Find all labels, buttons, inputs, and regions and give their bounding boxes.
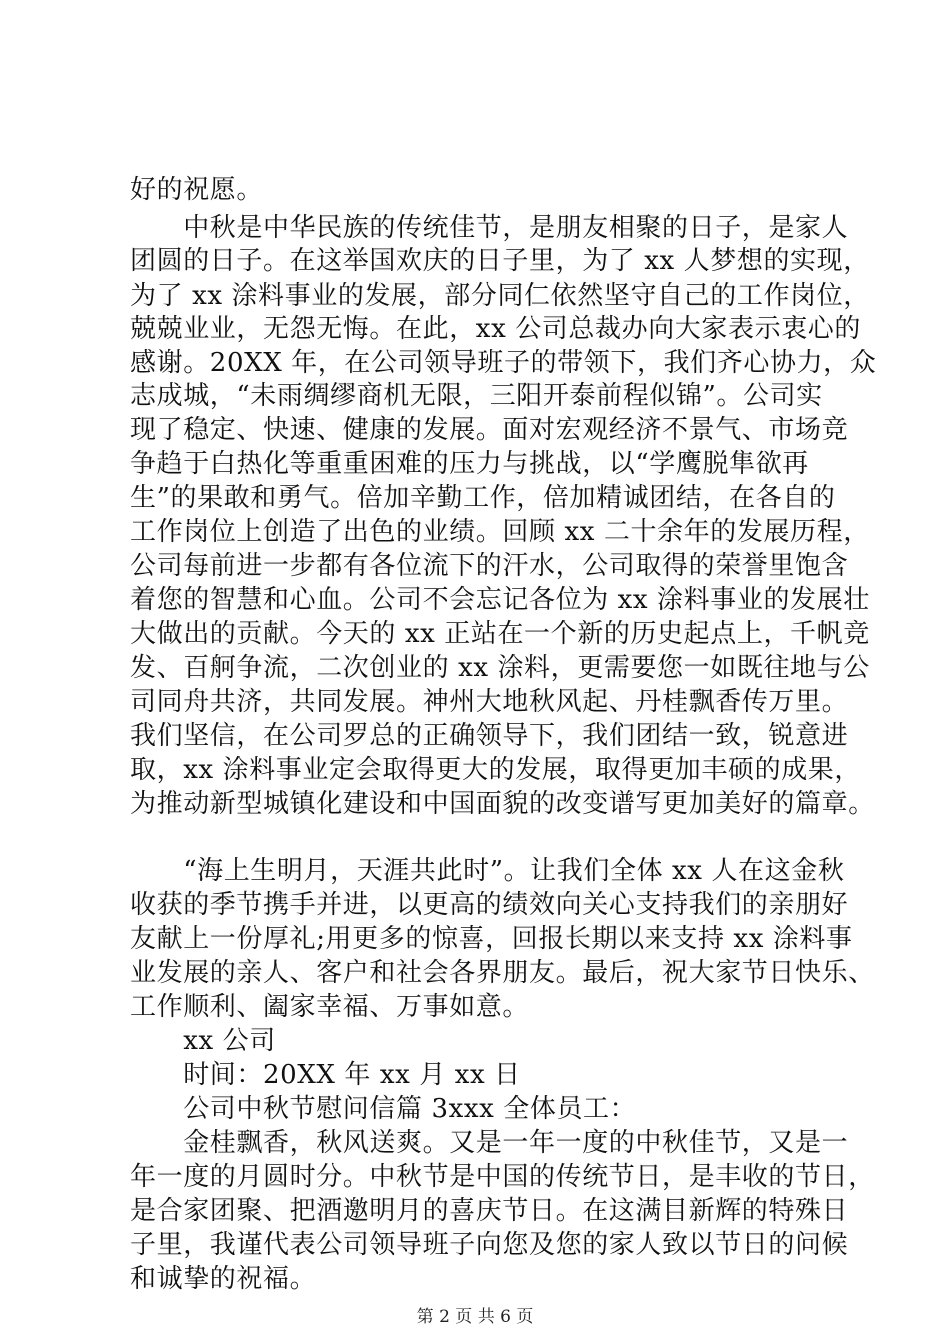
signature-date: 时间：20XX 年 xx 月 xx 日 xyxy=(130,1060,521,1090)
signature-company: xx 公司 xyxy=(130,1026,276,1056)
text-line: 公司每前进一步都有各位流下的汗水，公司取得的荣誉里饱含 xyxy=(130,551,849,581)
text-line: 金桂飘香，秋风送爽。又是一年一度的中秋佳节，又是一 xyxy=(130,1128,849,1158)
text-line: 友献上一份厚礼;用更多的惊喜，回报长期以来支持 xx 涂料事 xyxy=(130,924,853,954)
text-line: 为了 xx 涂料事业的发展，部分同仁依然坚守自己的工作岗位， xyxy=(130,281,870,311)
text-line: 兢兢业业，无怨无悔。在此，xx 公司总裁办向大家表示衷心的 xyxy=(130,314,861,344)
text-line: 收获的季节携手并进，以更高的绩效向关心支持我们的亲朋好 xyxy=(130,890,849,920)
text-line: 发、百舸争流，二次创业的 xx 涂料，更需要您一如既往地与公 xyxy=(130,653,870,683)
text-line: 为推动新型城镇化建设和中国面貌的改变谱写更加美好的篇章。 xyxy=(130,789,875,819)
text-line: 大做出的贡献。今天的 xx 正站在一个新的历史起点上，千帆竞 xyxy=(130,619,870,649)
text-line: 年一度的月圆时分。中秋节是中国的传统节日，是丰收的节日， xyxy=(130,1162,875,1192)
text-line: 工作岗位上创造了出色的业绩。回顾 xx 二十余年的发展历程， xyxy=(130,517,870,547)
text-line: 着您的智慧和心血。公司不会忘记各位为 xx 涂料事业的发展壮 xyxy=(130,585,870,615)
text-line: 我们坚信，在公司罗总的正确领导下，我们团结一致，锐意进 xyxy=(130,721,849,751)
text-line: 子里，我谨代表公司领导班子向您及您的家人致以节日的问候 xyxy=(130,1230,849,1260)
text-line: 生”的果敢和勇气。倍加辛勤工作，倍加精诚团结，在各自的 xyxy=(130,483,836,513)
section-heading: 公司中秋节慰问信篇 3xxx 全体员工： xyxy=(130,1094,637,1124)
text-line: “海上生明月，天涯共此时”。让我们全体 xx 人在这金秋 xyxy=(130,856,845,886)
text-line: 司同舟共济，共同发展。神州大地秋风起、丹桂飘香传万里。 xyxy=(130,687,849,717)
text-line: 现了稳定、快速、健康的发展。面对宏观经济不景气、市场竞 xyxy=(130,415,849,445)
text-line: 好的祝愿。 xyxy=(130,175,264,205)
text-line: 团圆的日子。在这举国欢庆的日子里，为了 xx 人梦想的实现， xyxy=(130,246,870,276)
text-line: 中秋是中华民族的传统佳节，是朋友相聚的日子，是家人 xyxy=(130,213,849,243)
page-footer: 第 2 页 共 6 页 xyxy=(416,1307,534,1327)
text-line: 工作顺利、阖家幸福、万事如意。 xyxy=(130,992,530,1022)
text-line: 业发展的亲人、客户和社会各界朋友。最后，祝大家节日快乐、 xyxy=(130,958,875,988)
text-line: 和诚挚的祝福。 xyxy=(130,1264,317,1294)
text-line: 志成城，“未雨绸缪商机无限，三阳开泰前程似锦”。公司实 xyxy=(130,381,823,411)
text-line: 争趋于白热化等重重困难的压力与挑战，以“学鹰脱隼欲再 xyxy=(130,449,809,479)
text-line: 感谢。20XX 年，在公司领导班子的带领下，我们齐心协力，众 xyxy=(130,348,877,378)
text-line: 是合家团聚、把酒邀明月的喜庆节日。在这满目新辉的特殊日 xyxy=(130,1196,849,1226)
text-line: 取，xx 涂料事业定会取得更大的发展，取得更加丰硕的成果， xyxy=(130,755,861,785)
